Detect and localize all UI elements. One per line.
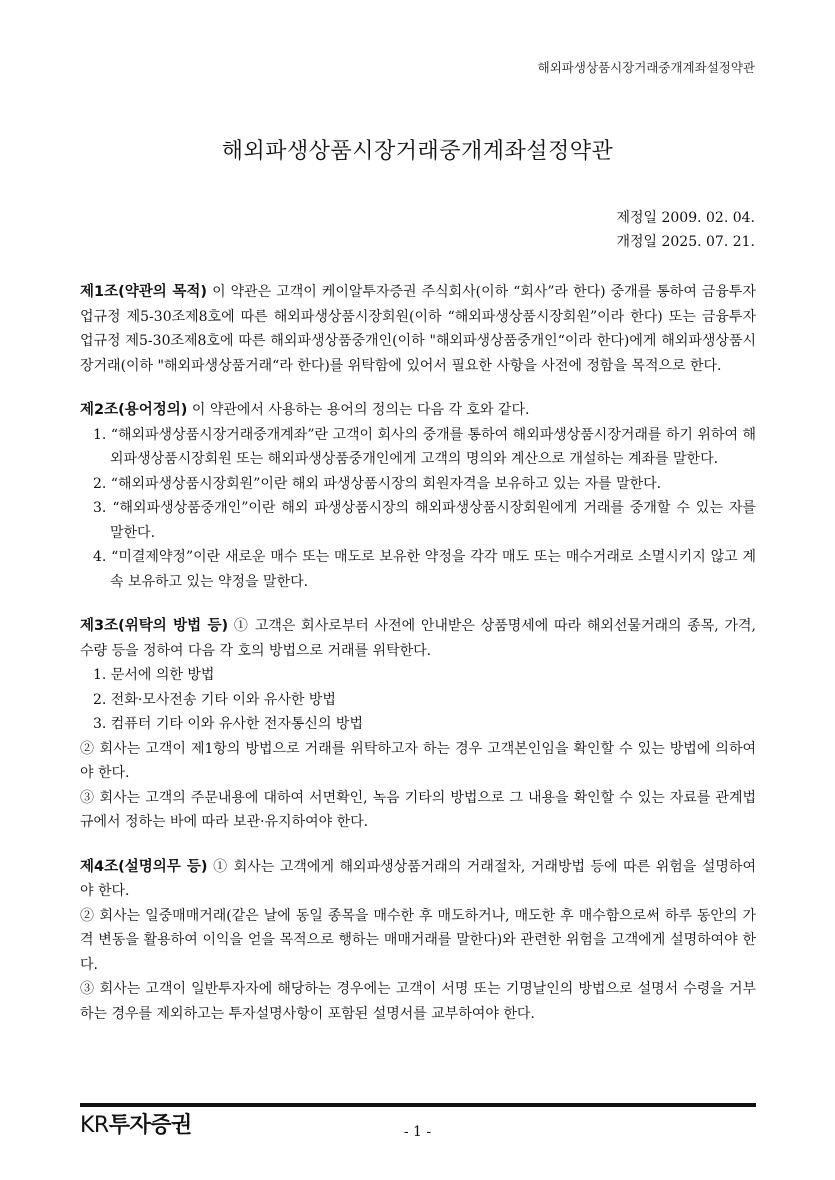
list-item: 3. 컴퓨터 기타 이와 유사한 전자통신의 방법 <box>93 716 363 732</box>
article-heading: 제1조(약관의 목적) <box>80 284 208 300</box>
list-item: 2. 전화·모사전송 기타 이와 유사한 방법 <box>93 691 336 708</box>
document-title: 해외파생상품시장거래중개계좌설정약관 <box>221 139 614 164</box>
article-heading: 제3조(위탁의 방법 등) <box>80 618 229 634</box>
article-heading: 제2조(용어정의) <box>80 402 188 418</box>
clause-paragraph: ③ 회사는 고객이 일반투자자에 해당하는 경우에는 고객이 서명 또는 기명날인의 방법으로 설명서 수령을 거부하는 경우를 제외하고는 투자설명사항이 포함된 설명서를 교부하여야 한다. <box>80 981 756 1022</box>
article-text: ① 고객은 회사로부터 사전에 안내받은 상품명세에 따라 해외선물거래의 종목, 가격, 수량 등을 정하여 다음 각 호의 방법으로 거래를 위탁한다. <box>80 618 756 659</box>
logo-kr-text: KR <box>80 1113 109 1138</box>
revised-date: 개정일 2025. 07. 21. <box>616 234 755 250</box>
clause-paragraph: ③ 회사는 고객의 주문내용에 대하여 서면확인, 녹음 기타의 방법으로 그 내용을 확인할 수 있는 자료를 관계법규에서 정하는 바에 따라 보관·유지하여야 한다. <box>80 789 756 830</box>
date-block <box>616 206 755 254</box>
running-header: 해외파생상품시장거래중개계좌설정약관 <box>537 60 755 75</box>
document-body <box>80 280 756 1046</box>
article-heading: 제4조(설명의무 등) <box>80 858 208 875</box>
footer-divider <box>80 1103 756 1107</box>
list-item: 2. “해외파생상품시장회원”이란 해외 파생상품시장의 회원자격을 보유하고 있는 자를 말한다. <box>93 475 662 492</box>
article-4 <box>80 855 756 1027</box>
clause-paragraph: ② 회사는 고객이 제1항의 방법으로 거래를 위탁하고자 하는 경우 고객본인임을 확인할 수 있는 방법에 의하여야 한다. <box>80 740 756 781</box>
list-item: 1. “해외파생상품시장거래중개계좌”란 고객이 회사의 중개를 통하여 해외파생상품시장거래를 하기 위하여 해외파생상품시장회원 또는 해외파생상품중개인에게 고객의 명의와 계산으로 개설하는 계좌를 말한다. <box>93 426 756 467</box>
article-2 <box>80 398 756 594</box>
page-number: - 1 - <box>403 1124 432 1140</box>
clause-paragraph: ② 회사는 일중매매거래(같은 날에 동일 종목을 매수한 후 매도하거나, 매도한 후 매수함으로써 하루 동안의 가격 변동을 활용하여 이익을 얻을 목적으로 행하는 매매거래를 말한다)와 관련한 위험을 고객에게 설명하여야 한다. <box>80 907 756 973</box>
logo-name-text: 투자증권 <box>108 1113 192 1138</box>
article-paragraph <box>80 280 756 378</box>
article-text: 이 약관은 고객이 케이알투자증권 주식회사(이하 “회사”라 한다) 중개를 통하여 금융투자업규정 제5-30조제8호에 따른 해외파생상품시장회원(이하 “해외파생상품시장회원”이라 한다) 또는 금융투자업규정 제5-30조제8호에 따른 해외파생상품중개인(이하 "해외파생상품중개인“이라 한다)에게 해외파생상품시장거래(이하 "해외파생상품거래“라 한다)를 위탁함에 있어서 필요한 사항을 사전에 정함을 목적으로 한다. <box>80 284 756 374</box>
article-paragraph <box>80 614 756 663</box>
article-text: 이 약관에서 사용하는 용어의 정의는 다음 각 호와 같다. <box>187 402 530 418</box>
list-item: 3. “해외파생상품중개인”이란 해외 파생상품시장의 해외파생상품시장회원에게 거래를 중개할 수 있는 자를 말한다. <box>93 500 756 541</box>
article-paragraph <box>80 398 756 423</box>
article-1 <box>80 280 756 378</box>
enacted-date: 제정일 2009. 02. 04. <box>616 210 755 226</box>
article-paragraph <box>80 855 756 904</box>
article-text: ① 회사는 고객에게 해외파생상품거래의 거래절차, 거래방법 등에 따른 위험을 설명하여야 한다. <box>80 858 756 899</box>
list-item: 4. “미결제약정”이란 새로운 매수 또는 매도로 보유한 약정을 각각 매도 또는 매수거래로 소멸시키지 않고 계속 보유하고 있는 약정을 말한다. <box>93 549 756 590</box>
article-3 <box>80 614 756 835</box>
list-item: 1. 문서에 의한 방법 <box>93 667 215 683</box>
